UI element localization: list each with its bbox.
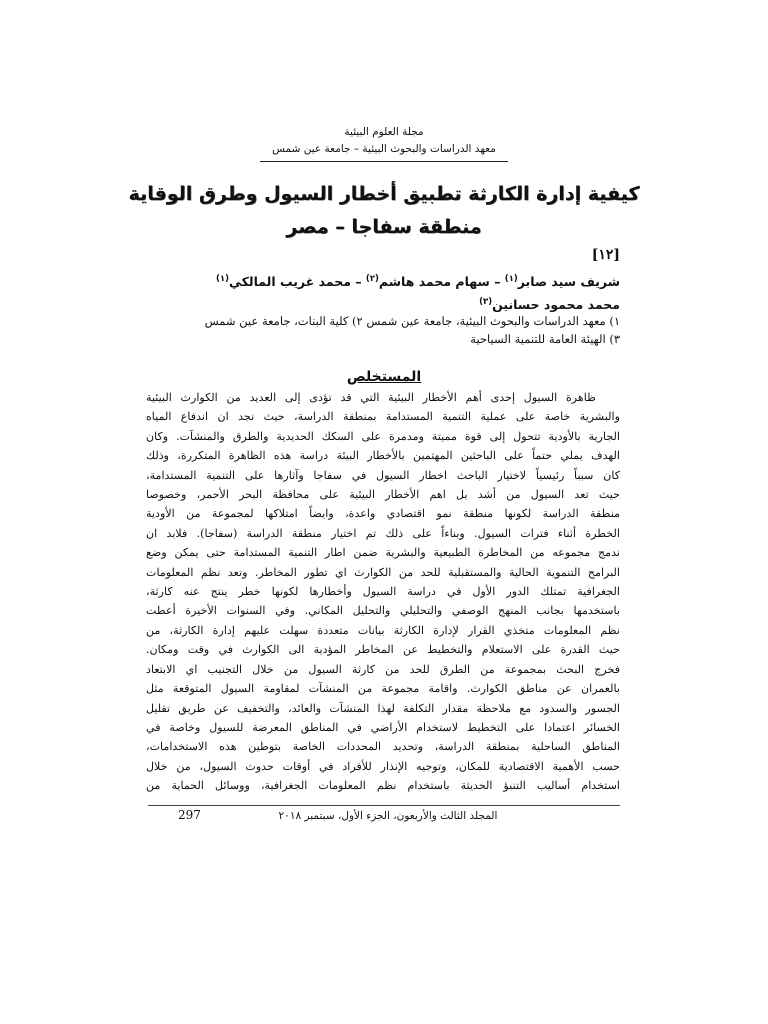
- header-rule: [260, 161, 508, 162]
- author-separator: –: [494, 274, 501, 290]
- abstract-line: الجسور والسدود مع ملاحظة مقدار التكلفة لهذا المنشآت والعائد، والتخفيف عن طريق تقليل: [146, 701, 620, 715]
- abstract-line: نظم المعلومات متخذي القرار لإدارة الكارثة بيانات متعددة سهلت عليهم إدارة الكارثة، من: [146, 623, 620, 637]
- institute-name: معهد الدراسات والبحوث البيئية – جامعة عين شمس: [272, 143, 496, 155]
- author-name: محمد غريب المالكي: [228, 274, 351, 290]
- author-name: محمد محمود حسانين: [492, 297, 620, 313]
- abstract-body: [146, 388, 620, 796]
- abstract-line: حيث تعد السيول من أشد بل اهم الأخطار البيئية على محافظة البحر الأحمر، وخصوصا: [146, 488, 620, 502]
- abstract-line: الجغرافية تمتلك الدور الأول في دراسة السيول وأخطارها لكونها خطر ينتج عنه كارثة،: [146, 585, 620, 599]
- author-name: سهام محمد هاشم: [378, 274, 490, 290]
- abstract-line: استخدام أساليب التنبؤ الحديثة باستخدام نظم المعلومات الجغرافية، ووسائل الحماية من: [146, 779, 620, 793]
- author-name: شريف سيد صابر: [517, 274, 620, 290]
- abstract-line: باستخدمها بجانب المنهج الوصفي والتحليلي والتحليل المكاني. وفي السنوات الأخيرة أعطت: [146, 604, 620, 618]
- paper-title: [0, 178, 768, 244]
- abstract-line: فخرج البحث بمجموعة من الطرق للحد من كارثة السيول من خلال التجنيب اي الابتعاد: [146, 662, 620, 676]
- abstract-line: المناطق الساحلية بمنطقة الدراسة، وتحديد المحددات الخاصة بتوطين هذه الاستخدامات،: [146, 740, 620, 754]
- page-number: 297: [178, 808, 201, 822]
- journal-header: [0, 124, 768, 162]
- abstract-line: بالعمران عن مناطق الكوارث. واقامة مجموعة من المنشآت لمقاومة السيول المتوقعة مثل: [146, 682, 620, 696]
- abstract-line: الهدف يملي حتماً على الباحثين المهتمين بالأخطار البيئة دراسة هذه الظاهرة المتكررة، وذلك: [146, 449, 620, 463]
- abstract-line: ندمج مجموعه من المخاطرة الطبيعية والبشرية ضمن اطار التنمية المستدامة حتى يمكن وضع: [146, 546, 620, 560]
- paper-number: [١٢]: [591, 247, 620, 263]
- abstract-line: منطقة الدراسة لكونها منطقة نمو اقتصادي واعدة، وايضاً امتلاكها لمجموعة من الأودية: [146, 507, 620, 521]
- affiliation-line: ١) معهد الدراسات والبحوث البيئية، جامعة عين شمس ٢) كلية البنات، جامعة عين شمس: [204, 314, 620, 328]
- abstract-line: حسب الأهمية الاقتصادية للمكان، وتوجيه الإنذار للأفراد في أوقات حدوث السيول، من خلال: [146, 759, 620, 773]
- title-line-2: منطقة سفاجا – مصر: [286, 216, 482, 238]
- abstract-line: الخطرة أثناء فترات السيول. وبناءاً على ذلك تم اختيار منطقة الدراسة (سفاجا). فلابد ان: [146, 526, 620, 540]
- author-list: [140, 269, 620, 315]
- author-affiliation-mark: (٢): [365, 274, 379, 284]
- abstract-line: الجارية بالأودية تتحول إلى قوة مميتة ومدمرة على السكك الحديدية والطرق والمنشآت. وكان: [146, 429, 620, 443]
- title-line-1: كيفية إدارة الكارثة تطبيق أخطار السيول وطرق الوقاية: [128, 183, 640, 205]
- author-separator: –: [355, 274, 362, 290]
- abstract-line: والبشرية خاصة على عملية التنمية المستدامة بمنطقة الدراسة، حيث نجد ان اندفاع المياه: [146, 410, 620, 424]
- abstract-line: كان سبباً رئيسياً لاختيار الباحث اخطار السيول في سفاجا وآثارها على التنمية المستدامة،: [146, 468, 620, 482]
- affiliation-line: ٣) الهيئة العامة للتنمية السياحية: [470, 332, 620, 346]
- page-footer: [148, 805, 620, 825]
- author-affiliation-mark: (١): [504, 274, 518, 284]
- authors-line-1: [140, 269, 620, 292]
- affiliations: [140, 312, 620, 348]
- abstract-line: الخسائر اعتمادا على التخطيط لاستخدام الأراضي في المناطق المعرضة للسيول وخاصة في: [146, 720, 620, 734]
- issue-info: المجلد الثالث والأربعون، الجزء الأول، سبتمبر ٢٠١٨: [278, 810, 498, 822]
- footer-rule: [148, 805, 620, 806]
- author-affiliation-mark: (٣): [479, 297, 493, 308]
- abstract-line: ظاهرة السيول إحدى أهم الأخطار البيئية التي قد تؤدى إلى العديد من الكوارث البيئية: [146, 391, 596, 404]
- journal-name: مجلة العلوم البيئية: [344, 126, 424, 138]
- author-affiliation-mark: (١): [216, 274, 229, 284]
- abstract-line: حيث القدرة على الاستعلام والتخطيط عن المخاطر المؤدية الى الكوارث في وقت ومكان.: [146, 643, 620, 657]
- abstract-line: البرامج التنموية الحالية والمستقبلية للحد من الكوارث اي تطور المخاطر. وتعد نظم المعلومات: [146, 565, 620, 579]
- abstract-heading: المستخلص: [346, 369, 422, 385]
